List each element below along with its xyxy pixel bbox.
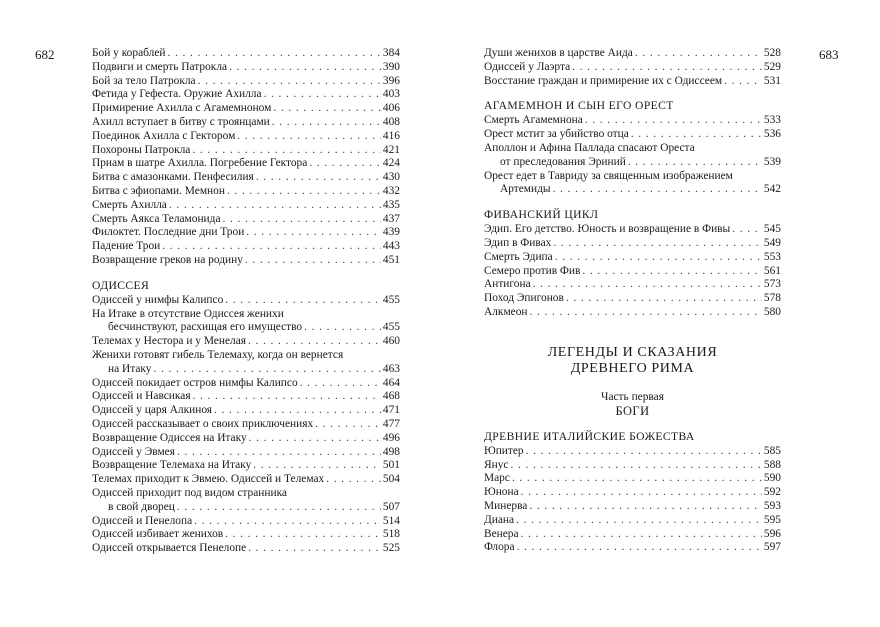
toc-entry-multiline: [92, 487, 400, 515]
toc-entry: [92, 528, 400, 542]
toc-entry-page: 504: [382, 473, 400, 486]
toc-entry: [92, 363, 400, 377]
toc-entry-title-line1: На Итаке в отсутствие Одиссея женихи: [92, 307, 284, 320]
toc-entry-title: Бой за тело Патрокла: [92, 74, 196, 87]
toc-entry: [484, 47, 781, 61]
dot-leader: [223, 213, 381, 227]
toc-entry-page: 463: [382, 362, 400, 375]
toc-entry: [484, 278, 781, 292]
toc-entry-page: 588: [763, 458, 781, 471]
toc-entry-title: Падение Трои: [92, 240, 161, 253]
dot-leader: [555, 251, 762, 265]
toc-entry-title: от преследования Эриний: [500, 155, 626, 168]
toc-entry-title: Венера: [484, 527, 519, 540]
dot-leader: [635, 47, 762, 61]
toc-entry-page: 421: [382, 143, 400, 156]
toc-entry: [92, 515, 400, 529]
toc-entry: [92, 199, 400, 213]
dot-leader: [256, 171, 381, 185]
toc-entry-page: 553: [763, 250, 781, 263]
toc-entry: [92, 157, 400, 171]
dot-leader: [249, 432, 381, 446]
dot-leader: [732, 223, 762, 237]
dot-leader: [167, 47, 380, 61]
toc-entry: [484, 486, 781, 500]
dot-leader: [153, 363, 380, 377]
toc-entry-page: 596: [763, 527, 781, 540]
toc-entry-page: 529: [763, 60, 781, 73]
toc-entry-title: Одиссей рассказывает о своих приключениях: [92, 417, 314, 430]
dot-leader: [253, 459, 381, 473]
toc-entry: [92, 240, 400, 254]
toc-entry-title: Возвращение Телемаха на Итаку: [92, 459, 252, 472]
toc-entry-title: Юнона: [484, 486, 519, 499]
toc-entry-page: 590: [763, 472, 781, 485]
dot-leader: [227, 185, 381, 199]
toc-entry-page: 455: [382, 293, 400, 306]
toc-entry-page: 468: [382, 390, 400, 403]
toc-entry-page: 464: [382, 376, 400, 389]
toc-entry-page: 592: [763, 486, 781, 499]
dot-leader: [162, 240, 381, 254]
toc-entry-title: бесчинствуют, расхищая его имущество: [108, 321, 303, 334]
toc-entry-title: Эдип в Фивах: [484, 236, 552, 249]
dot-leader: [177, 501, 381, 515]
dot-leader: [582, 265, 762, 279]
toc-entry: [92, 335, 400, 349]
toc-entry: [92, 418, 400, 432]
dot-leader: [572, 61, 762, 75]
part-title-rome-line1: ЛЕГЕНДЫ И СКАЗАНИЯ: [547, 344, 718, 360]
dot-leader: [326, 473, 381, 487]
toc-entry-multiline: [484, 142, 781, 170]
toc-entry-title: Филоктет. Последние дни Трои: [92, 226, 245, 239]
toc-entry-title: Антигона: [484, 278, 531, 291]
toc-entry-title: Бой у кораблей: [92, 47, 166, 59]
toc-entry-title: Одиссей у Лаэрта: [484, 60, 571, 73]
toc-entry-title-line1: Аполлон и Афина Паллада спасают Ореста: [484, 141, 695, 154]
dot-leader: [169, 199, 381, 213]
dot-leader: [521, 486, 762, 500]
toc-entry-title: Одиссей у Эвмея: [92, 445, 175, 458]
toc-entry-page: 406: [382, 102, 400, 115]
dot-leader: [585, 114, 762, 128]
toc-entry-title: Орест мстит за убийство отца: [484, 128, 629, 141]
dot-leader: [512, 472, 762, 486]
toc-entry-page: 514: [382, 514, 400, 527]
toc-entry-page: 396: [382, 74, 400, 87]
dot-leader: [246, 226, 381, 240]
toc-entry-title: Приам в шатре Ахилла. Погребение Гектора: [92, 157, 308, 170]
toc-entry: [484, 500, 781, 514]
toc-list-odyssey-cont: [484, 47, 781, 88]
toc-entry-page: 435: [382, 198, 400, 211]
toc-entry-title: Алкмеон: [484, 305, 528, 318]
toc-entry-title: Возвращение Одиссея на Итаку: [92, 431, 247, 444]
toc-entry-page: 507: [382, 500, 400, 513]
toc-entry-title: Эдип. Его детство. Юность и возвращение в Фивы: [484, 223, 731, 236]
toc-entry-page: 597: [763, 541, 781, 554]
toc-entry-page: 439: [382, 226, 400, 239]
toc-entry: [92, 254, 400, 268]
toc-entry-title: Флора: [484, 541, 515, 554]
toc-entry-title: Одиссей у царя Алкиноя: [92, 404, 213, 417]
toc-entry: [92, 116, 400, 130]
dot-leader: [510, 459, 761, 473]
toc-entry: [484, 292, 781, 306]
toc-entry: [92, 459, 400, 473]
toc-entry-title: Смерть Агамемнона: [484, 114, 583, 127]
part-label: Часть первая: [601, 390, 664, 403]
toc-entry: [92, 75, 400, 89]
toc-entry-page: 451: [382, 253, 400, 266]
toc-entry: [92, 404, 400, 418]
dot-leader: [724, 75, 762, 89]
toc-entry-title: Возвращение греков на родину: [92, 253, 243, 266]
toc-entry-page: 384: [382, 47, 400, 59]
toc-entry: [92, 144, 400, 158]
toc-entry: [484, 541, 781, 555]
dot-leader: [631, 128, 762, 142]
dot-leader: [533, 278, 762, 292]
toc-entry: [484, 75, 781, 89]
toc-entry: [92, 321, 400, 335]
toc-entry: [92, 294, 400, 308]
toc-entry-title: Битва с амазонками. Пенфесилия: [92, 171, 254, 184]
toc-entry: [484, 459, 781, 473]
dot-leader: [628, 156, 762, 170]
dot-leader: [516, 514, 762, 528]
dot-leader: [177, 446, 381, 460]
toc-list-italic: [484, 445, 781, 555]
toc-entry: [484, 445, 781, 459]
toc-entry: [484, 223, 781, 237]
dot-leader: [225, 528, 381, 542]
dot-leader: [264, 88, 381, 102]
dot-leader: [272, 116, 381, 130]
toc-entry-title: на Итаку: [108, 362, 152, 375]
page-number-right: 683: [819, 47, 839, 62]
dot-leader: [225, 294, 381, 308]
dot-leader: [566, 292, 762, 306]
dot-leader: [192, 144, 381, 158]
toc-entry: [92, 171, 400, 185]
toc-entry-page: 561: [763, 264, 781, 277]
dot-leader: [521, 528, 762, 542]
toc-entry-page: 443: [382, 240, 400, 253]
toc-entry: [484, 514, 781, 528]
toc-entry-title: в свой дворец: [108, 500, 175, 513]
toc-entry: [484, 528, 781, 542]
dot-leader: [304, 321, 381, 335]
toc-entry-page: 593: [763, 499, 781, 512]
dot-leader: [194, 515, 381, 529]
section-heading-agamemnon: АГАМЕМНОН И СЫН ЕГО ОРЕСТ: [484, 99, 674, 113]
toc-entry: [92, 390, 400, 404]
dot-leader: [530, 306, 762, 320]
toc-entry-title: Похороны Патрокла: [92, 143, 191, 156]
toc-entry-title: Подвиги и смерть Патрокла: [92, 60, 228, 73]
toc-entry-title: Битва с эфиопами. Мемнон: [92, 184, 225, 197]
toc-entry: [92, 185, 400, 199]
toc-entry-title: Диана: [484, 513, 515, 526]
toc-entry: [92, 102, 400, 116]
toc-entry-title: Фетида у Гефеста. Оружие Ахилла: [92, 88, 262, 101]
dot-leader: [198, 75, 381, 89]
toc-entry-page: 549: [763, 236, 781, 249]
toc-entry: [484, 237, 781, 251]
dot-leader: [229, 61, 381, 75]
toc-entry-page: 455: [382, 321, 400, 334]
toc-entry-page: 531: [763, 74, 781, 87]
toc-entry: [484, 128, 781, 142]
toc-entry: [484, 156, 781, 170]
toc-entry-page: 585: [763, 444, 781, 457]
toc-entry-title-line1: Одиссей приходит под видом странника: [92, 486, 287, 499]
toc-entry-page: 416: [382, 129, 400, 142]
toc-entry: [484, 265, 781, 279]
toc-entry-title-line1: Женихи готовят гибель Телемаху, когда он вернется: [92, 348, 344, 361]
toc-entry-page: 390: [382, 60, 400, 73]
dot-leader: [526, 445, 762, 459]
dot-leader: [248, 542, 381, 556]
part-title-rome-line2: ДРЕВНЕГО РИМА: [570, 360, 695, 376]
toc-entry-title: Одиссей покидает остров нимфы Калипсо: [92, 376, 298, 389]
toc-entry: [484, 183, 781, 197]
toc-entry: [92, 542, 400, 556]
toc-entry-page: 528: [763, 47, 781, 59]
toc-entry-multiline: [92, 308, 400, 336]
dot-leader: [315, 418, 381, 432]
toc-entry-title: Одиссей избивает женихов: [92, 528, 224, 541]
toc-entry-title: Примирение Ахилла с Агамемноном: [92, 102, 272, 115]
toc-entry-page: 545: [763, 223, 781, 236]
toc-entry-page: 539: [763, 155, 781, 168]
toc-entry: [484, 251, 781, 265]
toc-list-iliad: [92, 47, 400, 268]
toc-entry-title: Янус: [484, 458, 509, 471]
toc-entry: [484, 472, 781, 486]
toc-entry-page: 578: [763, 292, 781, 305]
toc-entry: [92, 473, 400, 487]
toc-entry-page: 542: [763, 183, 781, 196]
dot-leader: [214, 404, 381, 418]
dot-leader: [193, 390, 381, 404]
toc-entry-page: 595: [763, 513, 781, 526]
dot-leader: [517, 541, 762, 555]
toc-entry-page: 460: [382, 335, 400, 348]
toc-entry: [92, 226, 400, 240]
toc-entry: [484, 61, 781, 75]
toc-entry-title: Смерть Аякса Теламонида: [92, 212, 221, 225]
toc-list-theban: [484, 223, 781, 320]
toc-entry-title: Одиссей и Пенелопа: [92, 514, 193, 527]
toc-entry: [92, 377, 400, 391]
toc-entry-page: 518: [382, 528, 400, 541]
toc-right-column: [484, 47, 781, 555]
toc-entry-page: 437: [382, 212, 400, 225]
dot-leader: [553, 237, 762, 251]
toc-entry-multiline: [92, 349, 400, 377]
toc-entry-title-line1: Орест едет в Тавриду за священным изображением: [484, 169, 733, 182]
toc-entry-title: Ахилл вступает в битву с троянцами: [92, 115, 270, 128]
toc-entry-page: 403: [382, 88, 400, 101]
page-number-left: 682: [35, 47, 55, 62]
toc-entry-title: Телемах у Нестора и у Менелая: [92, 335, 246, 348]
toc-entry: [92, 47, 400, 61]
toc-entry-title: Артемиды: [500, 183, 551, 196]
toc-entry: [484, 306, 781, 320]
toc-entry-title: Поединок Ахилла с Гектором: [92, 129, 236, 142]
dot-leader: [237, 130, 381, 144]
dot-leader: [273, 102, 381, 116]
toc-entry: [92, 501, 400, 515]
toc-entry-page: 477: [382, 417, 400, 430]
toc-entry-title: Смерть Ахилла: [92, 198, 167, 211]
section-heading-italic: ДРЕВНИЕ ИТАЛИЙСКИЕ БОЖЕСТВА: [484, 429, 695, 443]
toc-entry-page: 498: [382, 445, 400, 458]
toc-entry-title: Марс: [484, 472, 510, 485]
section-heading-odyssey: ОДИССЕЯ: [92, 278, 150, 292]
dot-leader: [300, 377, 381, 391]
dot-leader: [529, 500, 762, 514]
dot-leader: [245, 254, 381, 268]
toc-entry-page: 533: [763, 114, 781, 127]
toc-entry: [92, 213, 400, 227]
toc-entry-page: 430: [382, 171, 400, 184]
toc-entry-title: Юпитер: [484, 444, 524, 457]
toc-entry-title: Восстание граждан и примирение их с Одиссеем: [484, 74, 723, 87]
toc-entry-page: 573: [763, 278, 781, 291]
toc-left-column: [92, 47, 400, 556]
toc-entry-page: 424: [382, 157, 400, 170]
section-heading-theban: ФИВАНСКИЙ ЦИКЛ: [484, 208, 599, 222]
toc-entry: [484, 114, 781, 128]
toc-entry-page: 580: [763, 305, 781, 318]
dot-leader: [553, 183, 762, 197]
toc-entry-page: 501: [382, 459, 400, 472]
toc-entry-title: Души женихов в царстве Аида: [484, 47, 633, 59]
toc-entry-page: 525: [382, 542, 400, 555]
toc-entry: [92, 88, 400, 102]
toc-entry-title: Одиссей и Навсикая: [92, 390, 191, 403]
toc-entry: [92, 432, 400, 446]
toc-entry-title: Одиссей у нимфы Калипсо: [92, 293, 224, 306]
toc-entry-title: Поход Эпигонов: [484, 292, 564, 305]
toc-entry: [92, 130, 400, 144]
toc-entry-title: Телемах приходит к Эвмею. Одиссей и Телемах: [92, 473, 325, 486]
toc-entry-title: Смерть Эдипа: [484, 250, 553, 263]
toc-entry-page: 536: [763, 128, 781, 141]
toc-list-odyssey: [92, 294, 400, 556]
part-subtitle: БОГИ: [615, 403, 650, 418]
toc-list-agamemnon: [484, 114, 781, 197]
toc-entry: [92, 61, 400, 75]
toc-entry-title: Семеро против Фив: [484, 264, 581, 277]
dot-leader: [309, 157, 381, 171]
toc-entry-title: Минерва: [484, 499, 528, 512]
toc-entry-title: Одиссей открывается Пенелопе: [92, 542, 247, 555]
dot-leader: [248, 335, 381, 349]
toc-entry-page: 471: [382, 404, 400, 417]
toc-entry-page: 432: [382, 184, 400, 197]
toc-entry-multiline: [484, 170, 781, 198]
toc-entry: [92, 446, 400, 460]
toc-entry-page: 408: [382, 115, 400, 128]
toc-entry-page: 496: [382, 431, 400, 444]
